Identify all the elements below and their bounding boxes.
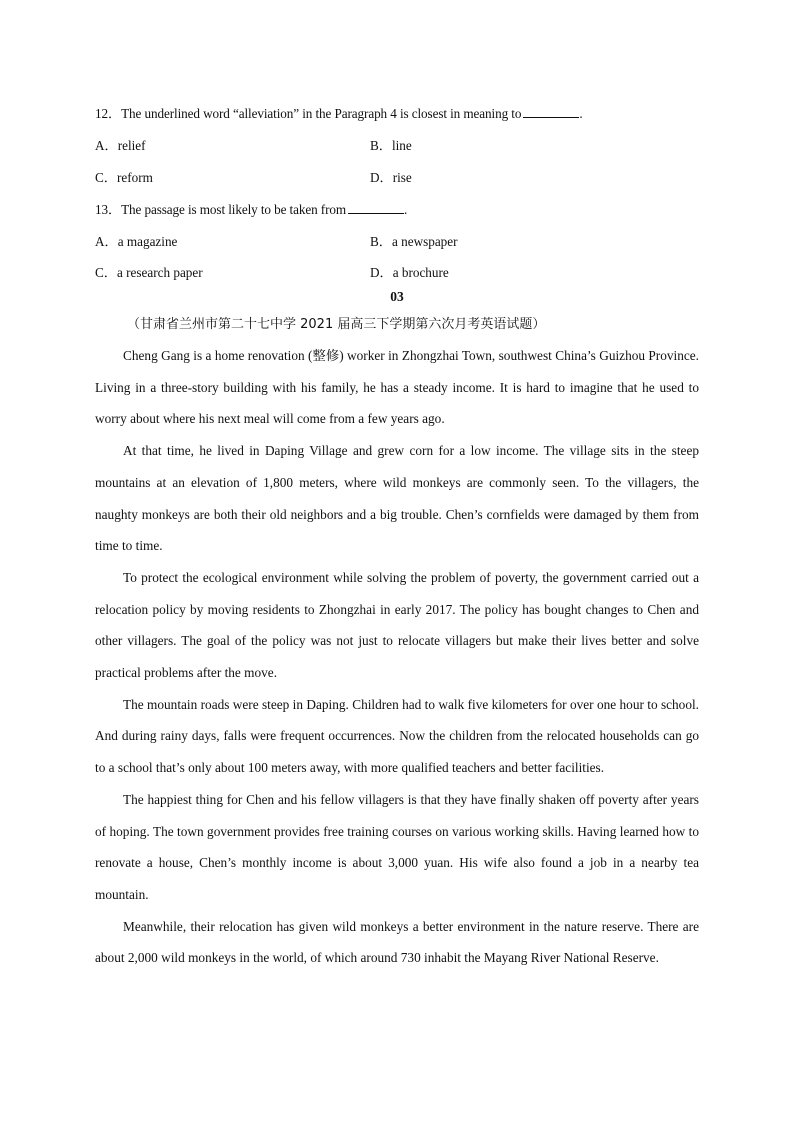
passage-paragraph: Meanwhile, their relocation has given wild monkeys a better environment in the nature reserve. There are about 2,000 wild monkeys in the world, of which around 730 inhabit the Mayang River National Reserve. xyxy=(95,918,699,966)
option-letter: B． xyxy=(370,234,392,249)
option-d xyxy=(370,262,449,281)
option-letter: D． xyxy=(370,265,393,280)
answer-blank xyxy=(523,106,579,118)
option-a xyxy=(95,231,177,250)
option-text: line xyxy=(391,138,412,153)
question-stem: The passage is most likely to be taken from xyxy=(121,202,347,217)
passage-paragraph: To protect the ecological environment while solving the problem of poverty, the government carried out a relocation policy by moving residents to Zhongzhai in early 2017. The policy has bought changes to Chen and other villagers. The goal of the policy was not just to relocate villagers but make their lives better and solve practical problems after the move. xyxy=(95,569,699,681)
option-letter: A． xyxy=(95,234,118,249)
option-letter: C． xyxy=(95,170,117,185)
option-letter: B． xyxy=(370,138,392,153)
option-text: reform xyxy=(116,170,153,185)
question-number: 13． xyxy=(95,202,122,217)
section-source: （甘肃省兰州市第二十七中学 2021 届高三下学期第六次月考英语试题） xyxy=(127,317,546,332)
passage-paragraph: At that time, he lived in Daping Village and grew corn for a low income. The village sits in the steep mountains at an elevation of 1,800 meters, where wild monkeys are commonly seen. To the villagers, the naughty monkeys are both their old neighbors and a big trouble. Chen’s cornfields were damaged by them from time to time. xyxy=(95,443,699,554)
option-c xyxy=(95,167,153,186)
question-12: 12．The underlined word “alleviation” in the Paragraph 4 is closest in meaning to . xyxy=(95,106,583,121)
option-text: a research paper xyxy=(116,265,203,280)
passage-paragraph: The happiest thing for Chen and his fellow villagers is that they have finally shaken off poverty after years of hoping. The town government provides free training courses on various working skills. Having learned how to renovate a house, Chen’s monthly income is about 3,000 yuan. His wife also found a job in a nearby tea mountain. xyxy=(95,791,699,902)
question-number: 12． xyxy=(95,106,122,121)
option-text: a brochure xyxy=(392,265,449,280)
passage-paragraph: The mountain roads were steep in Daping. Children had to walk five kilometers for over one hour to school. And during rainy days, falls were frequent occurrences. Now the children from the relocated households can go to a school that’s only about 100 meters away, with more qualified teachers and better facilities. xyxy=(95,696,699,776)
answer-blank xyxy=(348,202,404,214)
option-letter: C． xyxy=(95,265,117,280)
option-text: relief xyxy=(117,138,146,153)
question-13: 13．The passage is most likely to be taken from . xyxy=(95,202,408,217)
option-text: rise xyxy=(392,170,412,185)
option-c xyxy=(95,262,203,281)
option-letter: D． xyxy=(370,170,393,185)
option-text: a magazine xyxy=(117,234,178,249)
option-letter: A． xyxy=(95,138,118,153)
question-stem: The underlined word “alleviation” in the Paragraph 4 is closest in meaning to xyxy=(121,106,522,121)
option-text: a newspaper xyxy=(391,234,458,249)
option-b xyxy=(370,231,458,250)
section-number: 03 xyxy=(390,289,404,304)
option-a xyxy=(95,135,146,154)
option-d xyxy=(370,167,412,186)
passage-paragraph: Cheng Gang is a home renovation (整修) worker in Zhongzhai Town, southwest China’s Guizhou Province. Living in a three-story building with his family, he has a steady income. It is hard to imagine that he used to worry about where his next meal will come from a few years ago. xyxy=(95,348,699,427)
reading-passage xyxy=(95,340,699,974)
option-b xyxy=(370,135,412,154)
